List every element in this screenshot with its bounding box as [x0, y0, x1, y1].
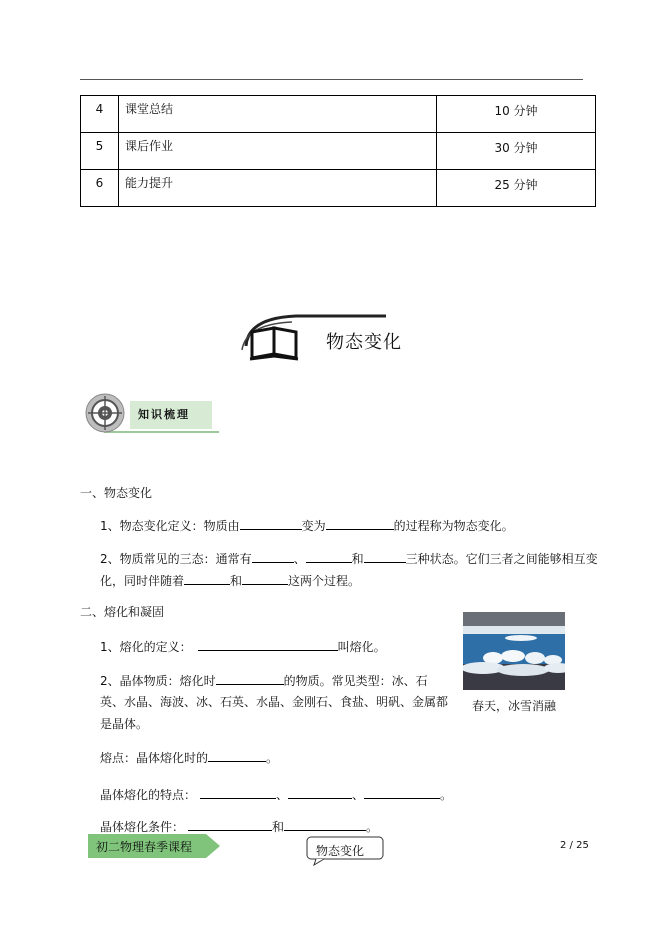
table-row	[81, 170, 596, 207]
text: 三种状态。它们三者之间能够相互变	[405, 552, 598, 566]
knowledge-label: 知识梳理	[130, 401, 212, 429]
fill-blank	[306, 550, 352, 563]
header-rule	[80, 79, 583, 80]
fill-blank	[198, 638, 338, 651]
text: 的物质。常见类型：冰、石	[283, 674, 428, 688]
part1-item2-line2	[100, 572, 360, 589]
text: 和	[351, 552, 364, 566]
text: 。	[266, 751, 279, 765]
section-title: 物态变化	[326, 332, 402, 353]
row-activity: 课堂总结	[119, 96, 437, 133]
fill-blank	[184, 572, 230, 585]
course-name: 初二物理春季课程	[96, 840, 193, 854]
table-row	[81, 96, 596, 133]
text: 、	[352, 788, 365, 802]
text: 、	[276, 788, 289, 802]
text: 、	[293, 552, 306, 566]
page-number: 2 / 25	[560, 840, 589, 851]
row-duration: 30 分钟	[437, 133, 596, 170]
fill-blank	[288, 786, 352, 799]
fill-blank	[188, 818, 272, 831]
row-activity: 课后作业	[119, 133, 437, 170]
schedule-table	[80, 95, 596, 207]
text: 晶体熔化的特点：	[100, 788, 197, 802]
text: 1、熔化的定义：	[100, 640, 192, 654]
row-duration: 25 分钟	[437, 170, 596, 207]
ice-melting-photo	[463, 612, 565, 690]
fill-blank	[252, 550, 294, 563]
table-row	[81, 133, 596, 170]
text: 熔点：晶体熔化时的	[100, 751, 209, 765]
text: 变为	[301, 519, 326, 533]
row-number: 5	[81, 133, 119, 170]
melting-features-line	[100, 786, 452, 803]
target-icon	[86, 394, 124, 432]
text: 晶体熔化条件：	[100, 820, 185, 834]
row-duration: 10 分钟	[437, 96, 596, 133]
text: 。	[366, 820, 379, 834]
text: 的过程称为物态变化。	[393, 519, 514, 533]
row-activity: 能力提升	[119, 170, 437, 207]
part1-item2-line1	[100, 550, 598, 567]
part2-item2-line2: 英、水晶、海波、冰、石英、水晶、金刚石、食盐、明矾、金属都	[100, 695, 449, 709]
text: 1、物态变化定义：物质由	[100, 519, 240, 533]
row-number: 4	[81, 96, 119, 133]
text: 2、晶体物质：熔化时	[100, 674, 216, 688]
part2-heading: 二、熔化和凝固	[80, 605, 165, 619]
fill-blank	[200, 786, 276, 799]
melting-point-line	[100, 749, 278, 766]
text: 这两个过程。	[288, 574, 361, 588]
melting-conditions-line	[100, 818, 378, 835]
text: 和	[230, 574, 243, 588]
fill-blank	[240, 517, 302, 530]
part2-item1	[100, 638, 386, 655]
text: 叫熔化。	[337, 640, 386, 654]
chapter-name: 物态变化	[316, 844, 365, 858]
fill-blank	[326, 517, 394, 530]
fill-blank	[216, 672, 284, 685]
fill-blank	[284, 818, 366, 831]
row-number: 6	[81, 170, 119, 207]
book-icon	[250, 328, 298, 359]
text: 化，同时伴随着	[100, 574, 185, 588]
photo-caption: 春天，冰雪消融	[472, 699, 557, 713]
text: 2、物质常见的三态：通常有	[100, 552, 252, 566]
part1-heading: 一、物态变化	[80, 486, 153, 500]
fill-blank	[364, 786, 440, 799]
text: 。	[440, 788, 453, 802]
text: 和	[272, 820, 285, 834]
fill-blank	[364, 550, 406, 563]
part2-item2-line3: 是晶体。	[100, 717, 149, 731]
fill-blank	[208, 749, 266, 762]
part1-item1	[100, 517, 514, 534]
part2-item2-line1	[100, 672, 428, 689]
fill-blank	[242, 572, 288, 585]
